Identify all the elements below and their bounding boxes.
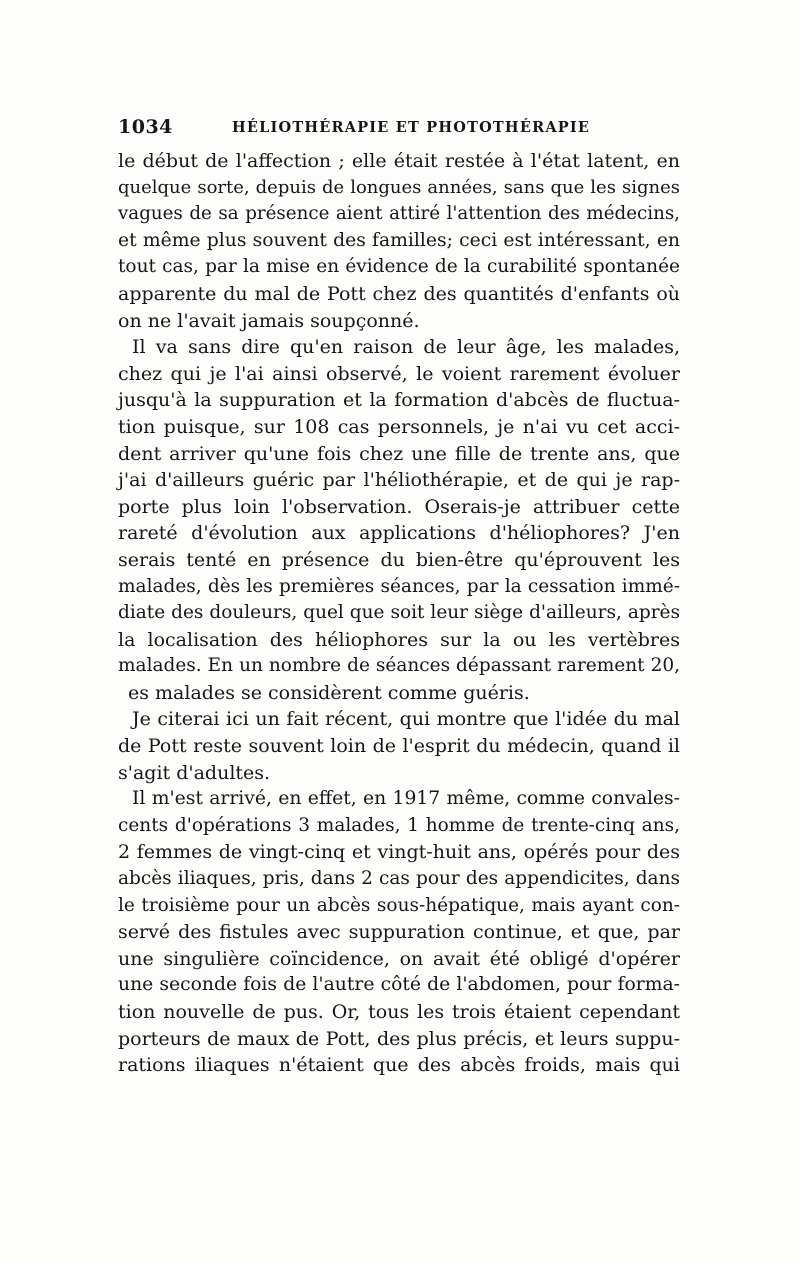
text-line: quelque sorte, depuis de longues années, sans que les signes: [118, 176, 680, 198]
text-line: diate des douleurs, quel que soit leur siège d'ailleurs, après: [118, 602, 680, 624]
text-line: Je citerai ici un fait récent, qui montre que l'idée du mal: [132, 708, 680, 731]
text-line: tion nouvelle de pus. Or, tous les trois étaient cependant: [118, 1001, 680, 1023]
text-line: on ne l'avait jamais soupçonné.: [118, 309, 420, 332]
text-line: porteurs de maux de Pott, des plus précis, et leurs suppu-: [118, 1027, 680, 1050]
text-line: une seconde fois de l'autre côté de l'abdomen, pour forma-: [118, 974, 680, 996]
text-line: cents d'opérations 3 malades, 1 homme de trente-cinq ans,: [118, 814, 680, 836]
text-line: chez qui je l'ai ainsi observé, le voient rarement évoluer: [118, 362, 680, 385]
text-line: jusqu'à la suppuration et la formation d'abcès de fluctua-: [118, 389, 680, 412]
text-line: j'ai d'ailleurs guéric par l'héliothérapie, et de qui je rap-: [118, 469, 680, 492]
text-line: le début de l'affection ; elle était restée à l'état latent, en: [118, 150, 680, 172]
text-line: la localisation des héliophores sur la ou les vertèbres: [118, 628, 680, 651]
page-number: 1034: [118, 116, 173, 138]
text-line: apparente du mal de Pott chez des quantités d'enfants où: [118, 282, 680, 305]
text-line: es malades se considèrent comme guéris.: [128, 681, 530, 704]
running-title: HÉLIOTHÉRAPIE ET PHOTOTHÉRAPIE: [232, 119, 591, 136]
text-line: rations iliaques n'étaient que des abcès froids, mais qui: [118, 1054, 680, 1077]
text-line: malades. En un nombre de séances dépassant rarement 20,: [118, 655, 680, 677]
text-line: 2 femmes de vingt-cinq et vingt-huit ans, opérés pour des: [118, 841, 680, 864]
text-line: rareté d'évolution aux applications d'héliophores? J'en: [118, 522, 680, 545]
text-line: servé des fistules avec suppuration continue, et que, par: [118, 921, 680, 944]
text-line: abcès iliaques, pris, dans 2 cas pour des appendicites, dans: [118, 868, 680, 890]
text-line: malades, dès les premières séances, par la cessation immé-: [118, 575, 680, 597]
text-line: tion puisque, sur 108 cas personnels, je n'ai vu cet acci-: [118, 415, 680, 438]
text-line: Il m'est arrivé, en effet, en 1917 même, comme convales-: [132, 788, 680, 810]
text-line: le troisième pour un abcès sous-hépatique, mais ayant con-: [118, 894, 680, 916]
text-line: tout cas, par la mise en évidence de la curabilité spontanée: [118, 256, 680, 278]
text-line: et même plus souvent des familles; ceci est intéressant, en: [118, 229, 680, 251]
running-header: [118, 116, 680, 142]
text-line: dent arriver qu'une fois chez une fille de trente ans, que: [118, 442, 680, 465]
text-line: porte plus loin l'observation. Oserais-je attribuer cette: [118, 495, 680, 518]
text-line: s'agit d'adultes.: [118, 761, 271, 784]
text-line: Il va sans dire qu'en raison de leur âge, les malades,: [132, 336, 680, 359]
text-line: serais tenté en présence du bien-être qu'éprouvent les: [118, 548, 680, 571]
text-line: vagues de sa présence aient attiré l'attention des médecins,: [118, 203, 680, 225]
body-text: [118, 148, 680, 1079]
text-line: une singulière coïncidence, on avait été obligé d'opérer: [118, 947, 680, 970]
text-line: de Pott reste souvent loin de l'esprit du médecin, quand il: [118, 735, 680, 758]
